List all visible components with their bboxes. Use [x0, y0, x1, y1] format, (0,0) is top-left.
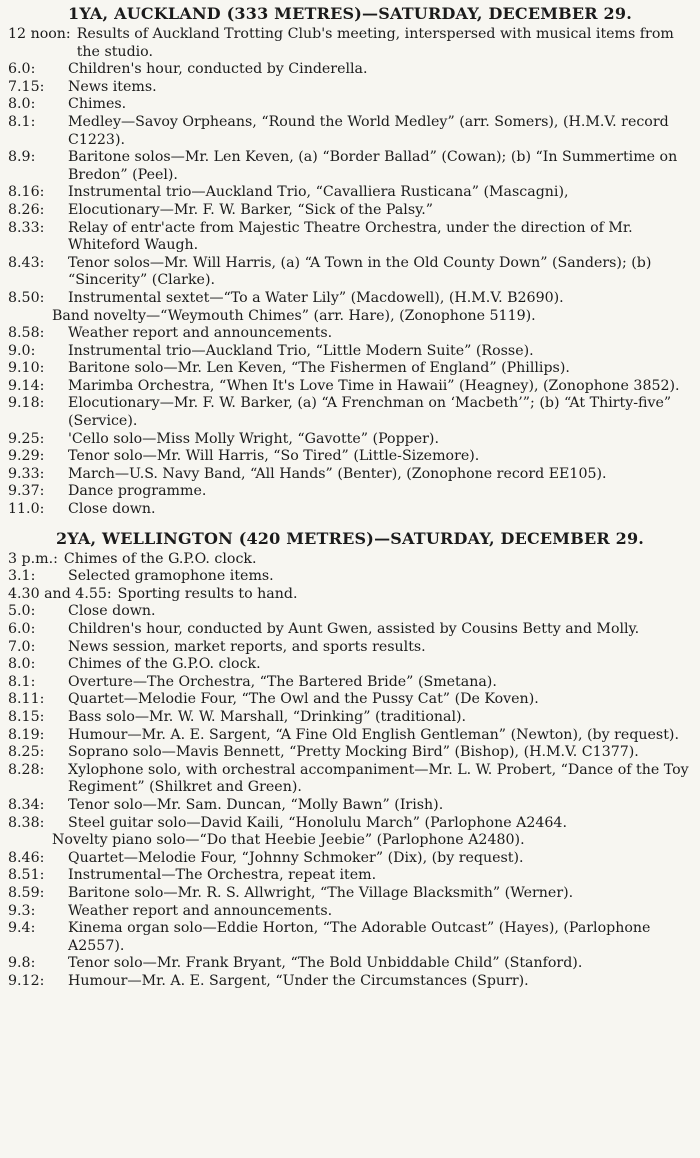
entry-description: Novelty piano solo—“Do that Heebie Jeebie” (Parlophone A2480). [52, 832, 525, 849]
entry-description: Quartet—Melodie Four, “The Owl and the Pussy Cat” (De Koven). [68, 691, 539, 708]
program-entry [8, 184, 692, 202]
entry-time: 8.34: [8, 796, 45, 813]
entry-description: Dance programme. [68, 483, 207, 500]
program-entry [8, 586, 692, 604]
entry-description: Results of Auckland Trotting Club's meeting, interspersed with musical items from the studio. [76, 26, 674, 60]
entry-description: Instrumental sextet—“To a Water Lily” (Macdowell), (H.M.V. B2690). [68, 289, 564, 306]
entry-time: 3 p.m.: [8, 550, 58, 567]
entry-time: 3.1: [8, 568, 36, 585]
program-entry [8, 903, 692, 921]
program-entry [8, 867, 692, 885]
program-entry [8, 149, 692, 184]
program-entry [8, 431, 692, 449]
entry-description: Xylophone solo, with orchestral accompaniment—Mr. L. W. Probert, “Dance of the Toy Regiment” (Shilkret and Green). [68, 761, 689, 796]
entry-description: Close down. [68, 603, 156, 620]
entry-description: Chimes of the G.P.O. clock. [63, 550, 257, 567]
entry-time: 9.10: [8, 360, 45, 377]
section-title-wellington: 2YA, WELLINGTON (420 METRES)—SATURDAY, DECEMBER 29. [55, 528, 645, 548]
program-entry [8, 973, 692, 991]
program-entry [8, 448, 692, 466]
program-entry [8, 850, 692, 868]
entry-description: Elocutionary—Mr. F. W. Barker, “Sick of the Palsy.” [68, 201, 434, 218]
entry-time: 9.3: [8, 902, 36, 919]
program-entry [8, 360, 692, 378]
entry-time: 9.29: [8, 448, 45, 465]
program-entry [8, 727, 692, 745]
program-entry [8, 551, 692, 569]
entry-time: 8.16: [8, 184, 45, 201]
entry-time: 9.14: [8, 377, 45, 394]
program-entry [8, 674, 692, 692]
entry-time: 8.15: [8, 708, 45, 725]
entry-description: Instrumental trio—Auckland Trio, “Little Modern Suite” (Rosse). [68, 342, 534, 359]
entry-description: Kinema organ solo—Eddie Horton, “The Adorable Outcast” (Hayes), (Parlophone A2557). [68, 920, 651, 954]
program-entry [8, 797, 692, 815]
program-entry [8, 955, 692, 973]
entry-time: 8.0: [8, 656, 36, 673]
entry-description: Chimes. [68, 96, 127, 113]
program-entry [8, 325, 692, 343]
entry-time: 9.8: [8, 955, 36, 972]
entry-time: 8.1: [8, 673, 36, 690]
program-entry [8, 920, 692, 955]
entry-description: Weather report and announcements. [68, 325, 333, 342]
entry-time: 8.50: [8, 289, 45, 306]
entry-time: 8.38: [8, 814, 45, 831]
program-entry [8, 343, 692, 361]
entry-time: 8.33: [8, 219, 45, 236]
entry-description: News session, market reports, and sports results. [68, 638, 426, 655]
entry-time: 8.1: [8, 113, 36, 130]
entry-description: Bass solo—Mr. W. W. Marshall, “Drinking” (traditional). [68, 708, 467, 725]
program-entry [8, 762, 692, 797]
entry-description: Soprano solo—Mavis Bennett, “Pretty Mocking Bird” (Bishop), (H.M.V. C1377). [68, 744, 639, 761]
entry-time: 6.0: [8, 61, 36, 78]
entry-time: 8.25: [8, 744, 45, 761]
entry-description: Children's hour, conducted by Aunt Gwen, assisted by Cousins Betty and Molly. [68, 621, 640, 637]
program-entry [8, 501, 692, 519]
program-entry [8, 691, 692, 709]
program-entry [8, 832, 692, 850]
entry-time: 8.0: [8, 96, 36, 113]
program-entry [8, 61, 692, 79]
entry-description: Quartet—Melodie Four, “Johnny Schmoker” (Dix), (by request). [68, 849, 524, 866]
entry-time: 8.59: [8, 884, 45, 901]
entry-description: Baritone solo—Mr. Len Keven, “The Fishermen of England” (Phillips). [68, 360, 570, 377]
entry-description: Weather report and announcements. [68, 902, 333, 919]
program-entry [8, 26, 692, 61]
entry-time: 8.9: [8, 149, 36, 166]
entry-description: Medley—Savoy Orpheans, “Round the World Medley” (arr. Somers), (H.M.V. record C1223). [68, 113, 669, 148]
program-entry [8, 255, 692, 290]
entry-time: 8.46: [8, 849, 45, 866]
program-entry [8, 621, 692, 639]
entry-time: 9.4: [8, 920, 36, 937]
program-entry [8, 202, 692, 220]
entry-description: March—U.S. Navy Band, “All Hands” (Benter), (Zonophone record EE105). [68, 465, 607, 482]
entry-description: Relay of entr'acte from Majestic Theatre Orchestra, under the direction of Mr. Whiteford Waugh. [68, 219, 633, 254]
entry-time: 9.25: [8, 430, 45, 447]
program-entry [8, 568, 692, 586]
entry-time: 8.58: [8, 325, 45, 342]
program-entry [8, 378, 692, 396]
entry-description: Tenor solos—Mr. Will Harris, (a) “A Town in the Old County Down” (Sanders); (b) “Sincerity” (Clarke). [68, 254, 652, 289]
program-entry [8, 639, 692, 657]
entry-time: 8.26: [8, 201, 45, 218]
entry-description: 'Cello solo—Miss Molly Wright, “Gavotte” (Popper). [68, 430, 439, 447]
entry-description: Baritone solo—Mr. R. S. Allwright, “The Village Blacksmith” (Werner). [68, 884, 574, 901]
program-entry [8, 308, 692, 326]
entry-description: Band novelty—“Weymouth Chimes” (arr. Hare), (Zonophone 5119). [52, 307, 536, 324]
entry-time: 5.0: [8, 603, 36, 620]
entry-description: Tenor solo—Mr. Will Harris, “So Tired” (Little-Sizemore). [68, 448, 480, 465]
entry-description: Tenor solo—Mr. Sam. Duncan, “Molly Bawn” (Irish). [68, 796, 444, 813]
entry-time: 11.0: [8, 501, 45, 518]
entry-description: Tenor solo—Mr. Frank Bryant, “The Bold Unbiddable Child” (Stanford). [68, 955, 583, 972]
entry-description: Marimba Orchestra, “When It's Love Time in Hawaii” (Heagney), (Zonophone 3852). [68, 377, 680, 394]
entry-time: 8.19: [8, 726, 45, 743]
entry-description: Humour—Mr. A. E. Sargent, “A Fine Old English Gentleman” (Newton), (by request). [68, 726, 679, 743]
entry-time: 9.33: [8, 465, 45, 482]
entry-description: Instrumental trio—Auckland Trio, “Cavalliera Rusticana” (Mascagni), [68, 184, 569, 201]
program-entry [8, 709, 692, 727]
entry-time: 4.30 and 4.55: [8, 585, 112, 602]
program-entry [8, 603, 692, 621]
entry-description: Selected gramophone items. [68, 568, 274, 585]
program-entry [8, 815, 692, 833]
entry-time: 8.43: [8, 254, 45, 271]
program-entry [8, 395, 692, 430]
entry-time: 8.51: [8, 867, 45, 884]
program-list-wellington [8, 551, 692, 991]
entry-time: 9.18: [8, 395, 45, 412]
program-entry [8, 79, 692, 97]
entry-description: News items. [68, 78, 157, 95]
entry-time: 7.0: [8, 638, 36, 655]
entry-time: 12 noon: [8, 26, 71, 42]
entry-description: Overture—The Orchestra, “The Bartered Bride” (Smetana). [68, 673, 497, 690]
program-list-auckland [8, 26, 692, 519]
program-entry [8, 483, 692, 501]
entry-description: Elocutionary—Mr. F. W. Barker, (a) “A Frenchman on ‘Macbeth’”; (b) “At Thirty-five” (Service). [68, 395, 672, 430]
entry-time: 6.0: [8, 621, 36, 637]
entry-description: Humour—Mr. A. E. Sargent, “Under the Circumstances (Spurr). [68, 972, 529, 989]
section-title-auckland: 1YA, AUCKLAND (333 METRES)—SATURDAY, DECEMBER 29. [68, 4, 632, 23]
entry-time: 8.28: [8, 761, 45, 778]
entry-time: 7.15: [8, 78, 45, 95]
entry-time: 9.0: [8, 342, 36, 359]
entry-description: Chimes of the G.P.O. clock. [68, 656, 261, 673]
program-entry [8, 220, 692, 255]
entry-description: Steel guitar solo—David Kaili, “Honolulu March” (Parlophone A2464. [68, 814, 567, 831]
entry-description: Baritone solos—Mr. Len Keven, (a) “Border Ballad” (Cowan); (b) “In Summertime on Bredon” (Peel). [68, 149, 678, 183]
entry-time: 8.11: [8, 691, 45, 708]
entry-description: Sporting results to hand. [117, 585, 298, 602]
entry-time: 9.12: [8, 972, 45, 989]
entry-description: Children's hour, conducted by Cinderella. [68, 61, 368, 78]
program-entry [8, 290, 692, 308]
program-entry [8, 744, 692, 762]
entry-time: 9.37: [8, 483, 45, 500]
program-entry [8, 656, 692, 674]
entry-description: Instrumental—The Orchestra, repeat item. [68, 867, 377, 884]
program-entry [8, 885, 692, 903]
program-entry [8, 466, 692, 484]
program-entry [8, 96, 692, 114]
entry-description: Close down. [68, 501, 156, 518]
program-entry [8, 114, 692, 149]
